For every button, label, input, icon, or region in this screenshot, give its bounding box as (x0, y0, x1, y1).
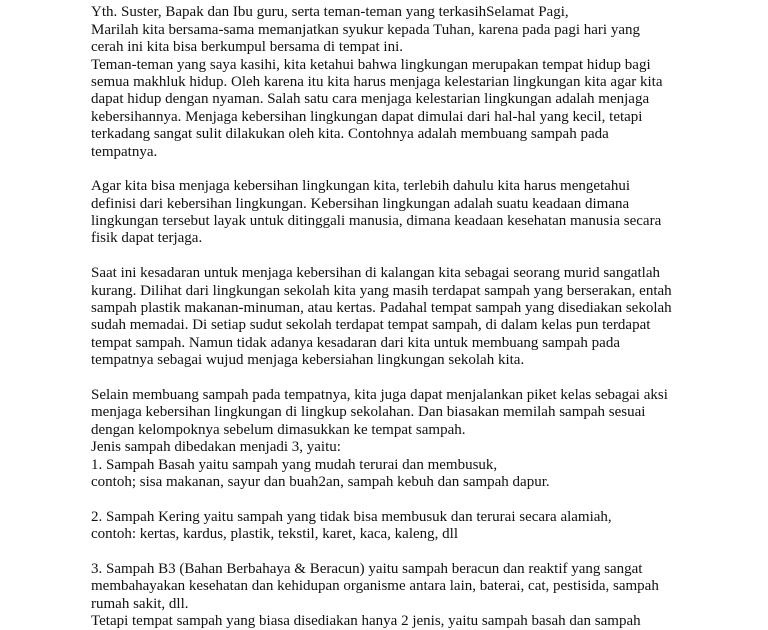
text-line: Agar kita bisa menjaga kebersihan lingkungan kita, terlebih dahulu kita harus mengetahui (91, 178, 631, 195)
text-line: tempatnya. (91, 143, 158, 160)
list-item-wet-waste: 1. Sampah Basah yaitu sampah yang mudah terurai dan membusuk, (91, 456, 498, 473)
text-line: sampah plastik makanan-minuman, atau kertas. Padahal tempat sampah yang disediakan sekolah (91, 300, 672, 317)
text-line: tempatnya sebagai wujud menjaga kebersiahan lingkungan sekolah kita. (91, 352, 525, 369)
text-line: kurang. Dilihat dari lingkungan sekolah kita yang masih terdapat sampah yang berserakan, entah (91, 282, 672, 299)
text-line: menjaga kebersihan lingkungan di lingkup sekolahan. Dan biasakan memilah sampah sesuai (91, 404, 646, 421)
list-item-example: contoh; sisa makanan, sayur dan buah2an, sampah kebuh dan sampah dapur. (91, 473, 550, 490)
text-line: Teman-teman yang saya kasihi, kita ketahui bahwa lingkungan merupakan tempat hidup bagi (91, 56, 651, 73)
paragraph-gap (91, 370, 691, 387)
text-line: dapat hidup dengan nyaman. Salah satu cara menjaga kelestarian lingkungan adalah menjaga (91, 91, 650, 108)
text-line: sudah memadai. Di setiap sudut sekolah terdapat tempat sampah, di dalam kelas pun terdapat (91, 317, 651, 334)
list-intro: Jenis sampah dibedakan menjadi 3, yaitu: (91, 439, 341, 456)
text-line: lingkungan tersebut layak untuk ditinggali manusia, dimana keadaan kesehatan manusia secara (91, 213, 662, 230)
text-line: terkadang sangat sulit dilakukan oleh kita. Contohnya adalah membuang sampah pada (91, 126, 609, 143)
text-line: semua makhluk hidup. Oleh karena itu kita harus menjaga kelestarian lingkungan kita agar kita (91, 73, 663, 90)
paragraph-gap (91, 161, 691, 178)
paragraph-gap (91, 248, 691, 265)
paragraph-gap (91, 491, 691, 508)
text-line-bottom-cut: Tetapi tempat sampah yang biasa disediakan hanya 2 jenis, yaitu sampah basah dan sampah (91, 613, 641, 630)
text-line: membahayakan kesehatan dan kehidupan organisme antara lain, baterai, cat, pestisida, sampah (91, 578, 659, 595)
text-line: definisi dari kebersihan lingkungan. Kebersihan lingkungan adalah suatu keadaan dimana (91, 195, 630, 212)
text-line: tempat sampah. Namun tidak adanya kesadaran dari kita untuk membuang sampah pada (91, 334, 620, 351)
text-line: Selain membuang sampah pada tempatnya, kita juga dapat menjalankan piket kelas sebagai aksi (91, 386, 668, 403)
text-line: Saat ini kesadaran untuk menjaga kebersihan di kalangan kita sebagai seorang murid sangatlah (91, 265, 660, 282)
list-item-example: contoh: kertas, kardus, plastik, tekstil, karet, kaca, kaleng, dll (91, 526, 458, 543)
text-line: rumah sakit, dll. (91, 595, 189, 612)
text-line: dengan kelompoknya sebelum dimasukkan ke tempat sampah. (91, 421, 466, 438)
list-item-dry-waste: 2. Sampah Kering yaitu sampah yang tidak bisa membusuk dan terurai secara alamiah, (91, 508, 612, 525)
text-line: fisik dapat terjaga. (91, 230, 203, 247)
list-item-b3-waste: 3. Sampah B3 (Bahan Berbahaya & Beracun) yaitu sampah beracun dan reaktif yang sangat (91, 560, 643, 577)
text-line-greeting: Yth. Suster, Bapak dan Ibu guru, serta teman-teman yang terkasihSelamat Pagi, (91, 4, 569, 21)
document-page (91, 0, 691, 630)
text-line: Marilah kita bersama-sama memanjatkan syukur kepada Tuhan, karena pada pagi hari yang (91, 21, 640, 38)
paragraph-gap (91, 544, 691, 561)
text-line: kebersihannya. Menjaga kebersihan lingkungan dapat dimulai dari hal-hal yang kecil, tetapi (91, 108, 643, 125)
text-line: cerah ini kita bisa berkumpul bersama di tempat ini. (91, 39, 403, 56)
